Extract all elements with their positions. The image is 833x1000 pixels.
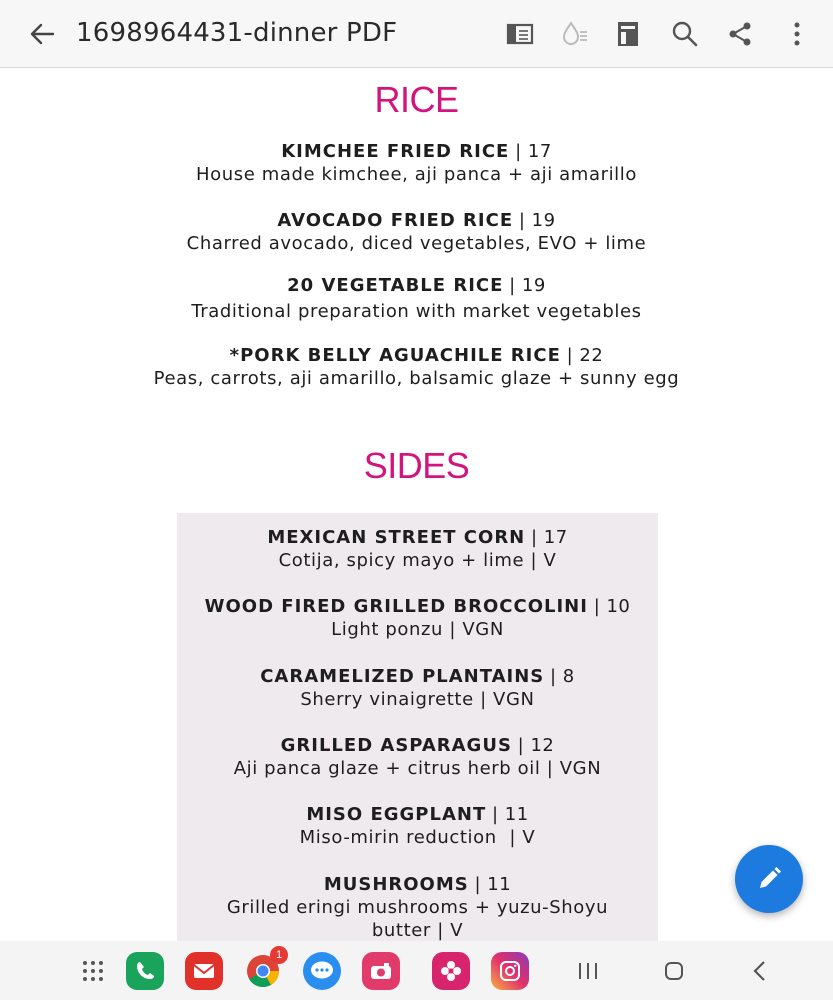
edit-button[interactable] (735, 845, 803, 913)
home-icon[interactable] (658, 955, 690, 987)
menu-item (177, 665, 658, 711)
rice-section-title: RICE (374, 79, 459, 120)
item-description: Aji panca glaze + citrus herb oil | VGN (233, 758, 602, 779)
item-price: | 11 (474, 874, 512, 895)
app-bar (0, 0, 833, 68)
item-price: | 10 (593, 596, 631, 617)
item-name: MUSHROOMS (323, 874, 469, 895)
chrome-icon[interactable] (244, 949, 283, 990)
item-name: MEXICAN STREET CORN (267, 527, 526, 548)
item-name: 20 VEGETABLE RICE (287, 275, 504, 296)
item-description: Traditional preparation with market vegetables (191, 301, 642, 322)
instagram-icon[interactable] (491, 952, 529, 990)
item-description: Sherry vinaigrette | VGN (300, 689, 535, 710)
back-arrow-icon[interactable] (26, 18, 58, 50)
app-drawer-icon[interactable] (74, 952, 112, 990)
search-icon[interactable] (669, 18, 701, 50)
item-description: Peas, carrots, aji amarillo, balsamic glaze + sunny egg (153, 368, 680, 389)
menu-item (177, 803, 658, 849)
item-price: | 19 (518, 210, 556, 231)
menu-item (0, 140, 833, 186)
menu-item (177, 526, 658, 572)
bottom-dock (0, 941, 833, 1000)
item-description-continued: butter | V (371, 920, 464, 941)
item-description: Miso-mirin reduction | V (299, 827, 536, 848)
messages-icon[interactable] (303, 952, 341, 990)
menu-item (177, 595, 658, 641)
item-name: AVOCADO FRIED RICE (277, 210, 514, 231)
item-price: | 8 (550, 666, 575, 687)
menu-item (177, 873, 658, 941)
menu-item (0, 344, 833, 390)
item-description: Cotija, spicy mayo + lime | V (278, 550, 557, 571)
camera-icon[interactable] (362, 952, 400, 990)
menu-item (0, 274, 833, 323)
notification-badge: 1 (270, 946, 288, 964)
item-name: GRILLED ASPARAGUS (280, 735, 512, 756)
layout-icon[interactable] (612, 18, 644, 50)
item-name: CARAMELIZED PLANTAINS (260, 666, 545, 687)
item-price: | 12 (517, 735, 555, 756)
mail-icon[interactable] (185, 952, 223, 990)
item-name: *PORK BELLY AGUACHILE RICE (229, 345, 561, 366)
item-description: Charred avocado, diced vegetables, EVO + lime (186, 233, 647, 254)
flower-app-icon[interactable] (432, 952, 470, 990)
item-description: Grilled eringi mushrooms + yuzu-Shoyu (226, 897, 609, 918)
pdf-page[interactable] (0, 69, 833, 941)
item-price: | 11 (491, 804, 529, 825)
more-options-icon[interactable] (781, 18, 813, 50)
item-description: House made kimchee, aji panca + aji amarillo (195, 164, 637, 185)
item-name: MISO EGGPLANT (306, 804, 487, 825)
item-price: | 17 (530, 527, 568, 548)
share-icon[interactable] (724, 18, 756, 50)
document-title: 1698964431-dinner PDF (76, 18, 398, 48)
item-price: | 22 (566, 345, 604, 366)
phone-icon[interactable] (126, 952, 164, 990)
item-price: | 17 (515, 141, 552, 162)
edit-pencil-icon (754, 864, 784, 894)
item-name: KIMCHEE FRIED RICE (281, 141, 510, 162)
item-description: Light ponzu | VGN (331, 619, 504, 640)
color-drop-icon[interactable] (559, 18, 591, 50)
sides-panel (177, 513, 658, 941)
reading-mode-icon[interactable] (504, 18, 536, 50)
recents-icon[interactable] (572, 955, 604, 987)
item-price: | 19 (509, 275, 546, 296)
back-nav-icon[interactable] (744, 955, 776, 987)
menu-item (0, 209, 833, 255)
sides-section-title: SIDES (363, 445, 470, 486)
menu-item (177, 734, 658, 780)
item-name: WOOD FIRED GRILLED BROCCOLINI (204, 596, 588, 617)
